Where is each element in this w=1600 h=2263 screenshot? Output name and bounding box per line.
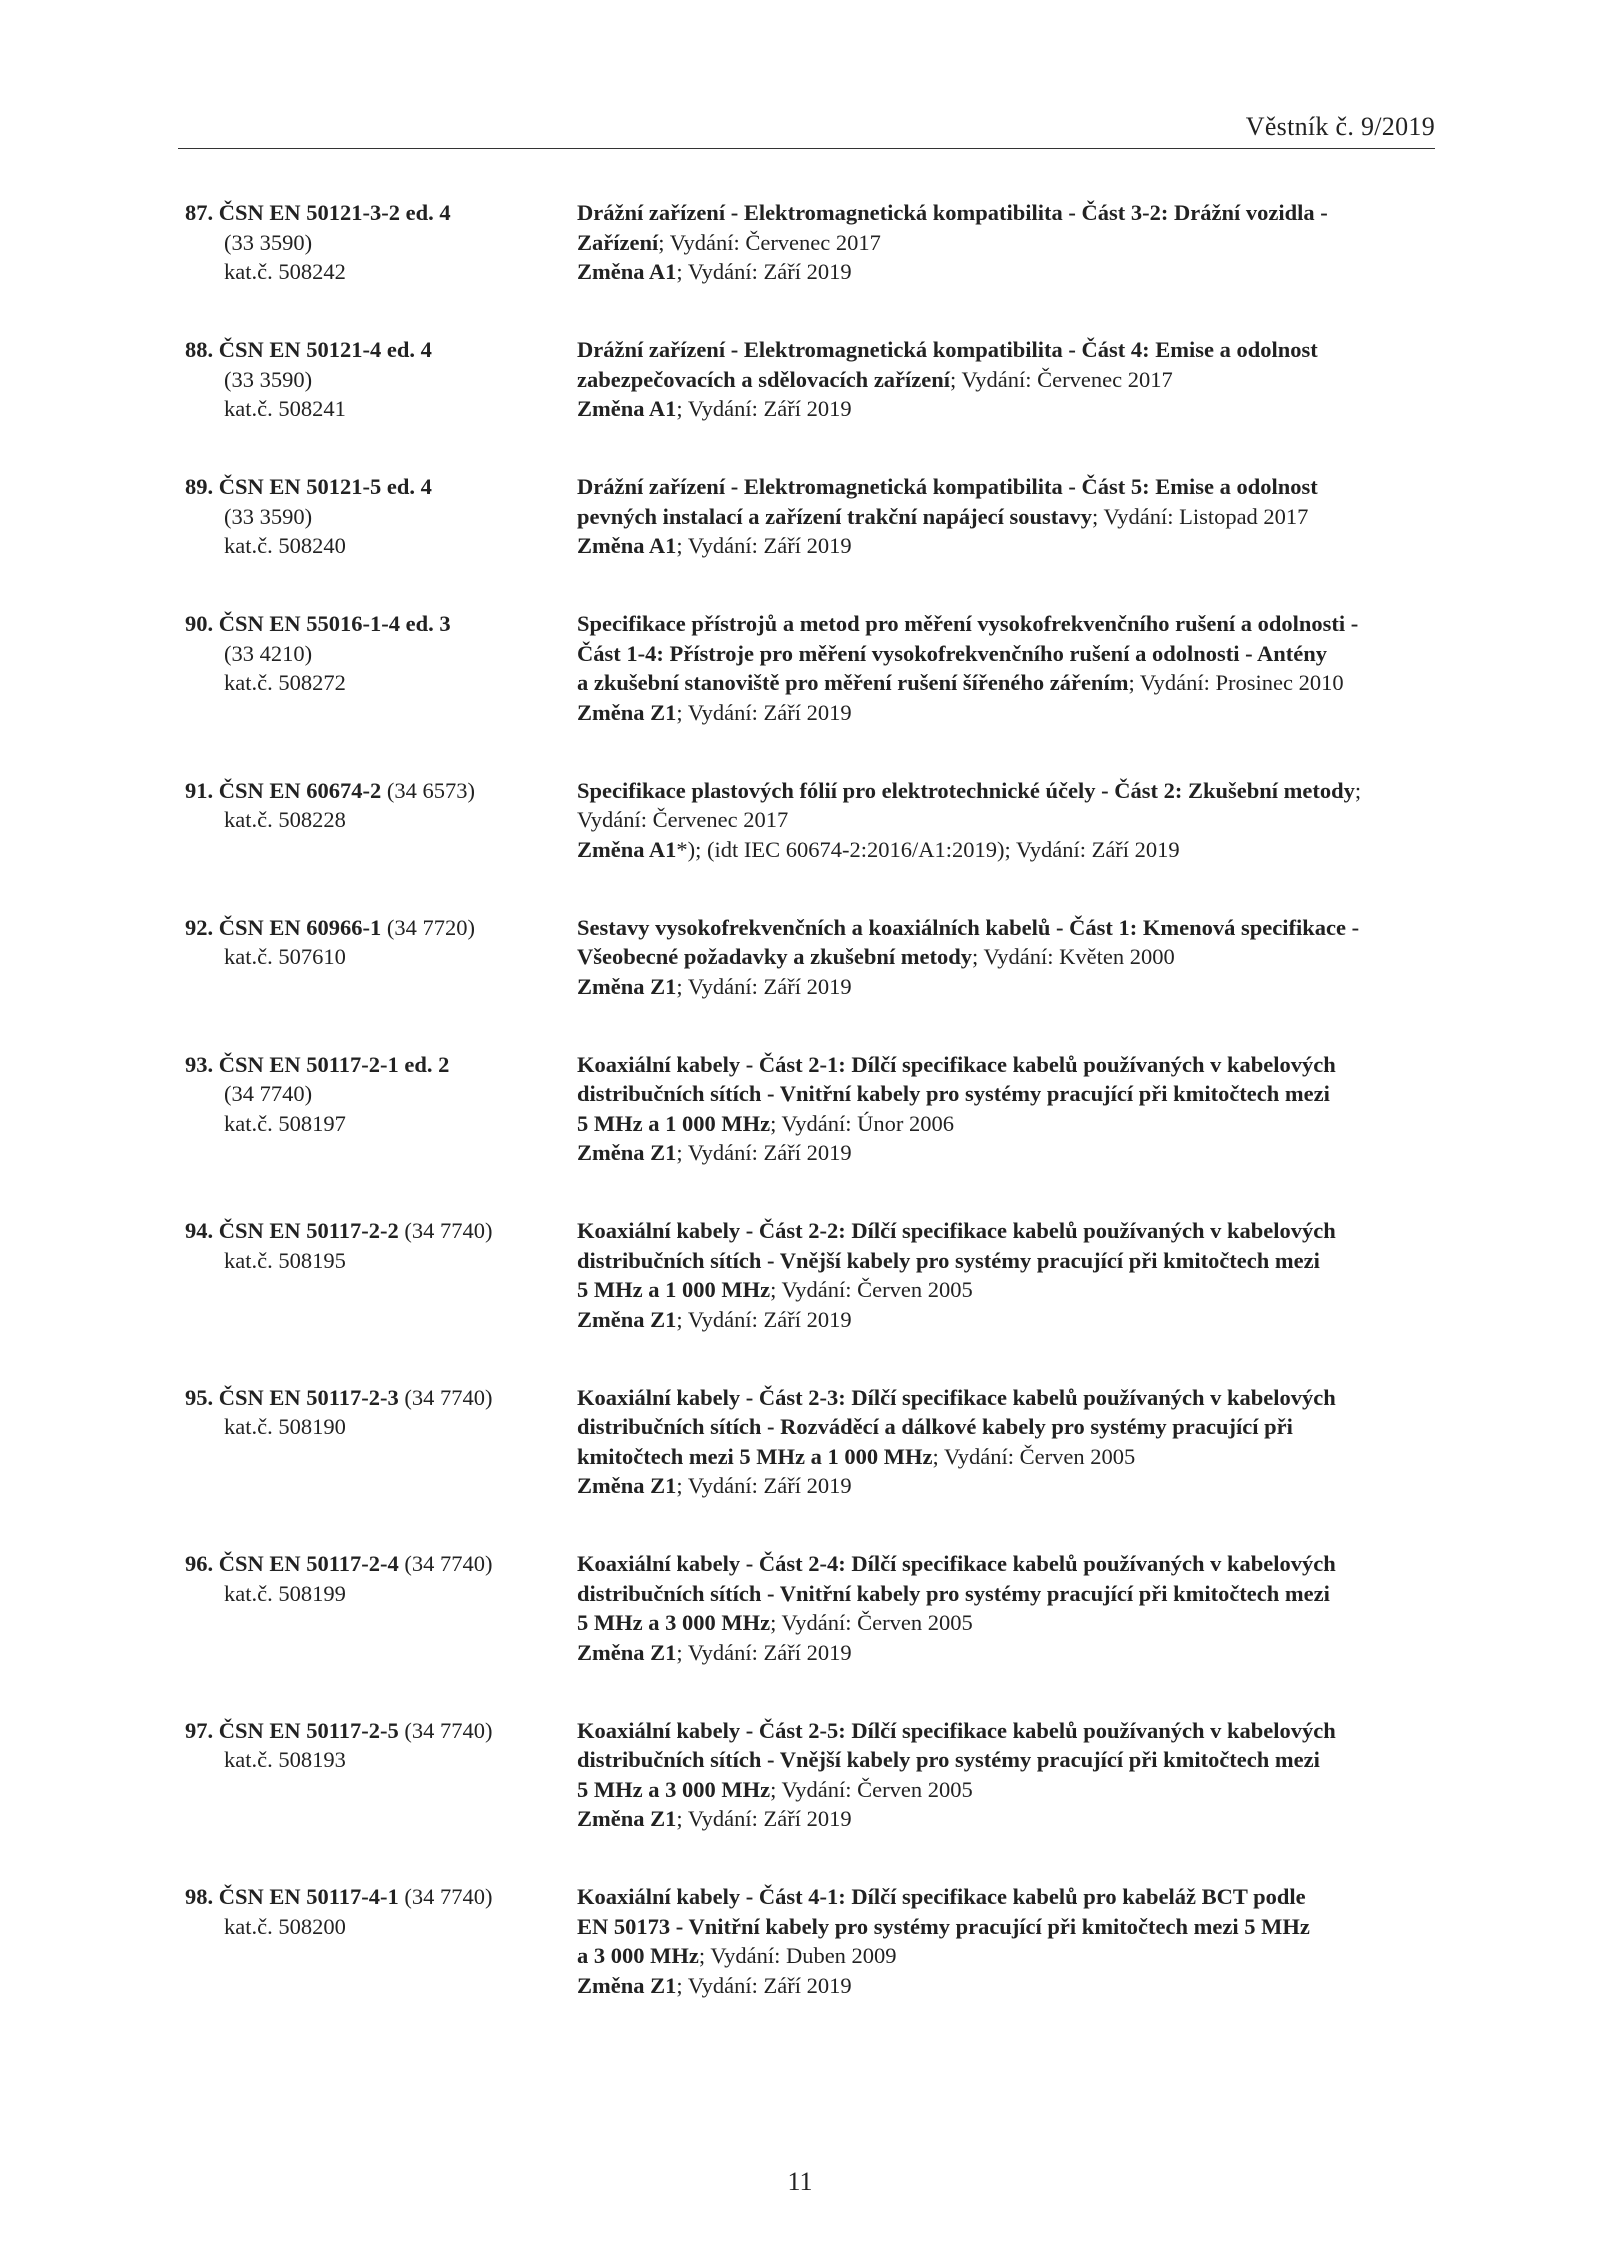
entry-number: 93. xyxy=(185,1051,214,1077)
standard-entry xyxy=(185,776,1435,865)
bold-text: Všeobecné požadavky a zkušební metody xyxy=(577,944,973,969)
classification-code: (33 3590) xyxy=(224,366,313,392)
standard-description xyxy=(577,1050,1435,1168)
catalog-number: kat.č. 508190 xyxy=(224,1414,346,1439)
standard-code: ČSN EN 50117-2-1 ed. 2 xyxy=(218,1051,450,1077)
bold-text: kmitočtech mezi 5 MHz a 1 000 MHz xyxy=(577,1443,933,1469)
bold-text: a 3 000 MHz xyxy=(577,1943,699,1968)
standard-identifier xyxy=(185,198,577,287)
regular-text: ; Vydání: Září 2019 xyxy=(676,396,852,421)
description-line xyxy=(577,1109,1435,1139)
entry-number: 92. xyxy=(185,914,214,940)
description-line xyxy=(577,1775,1435,1805)
entry-number: 91. xyxy=(185,777,214,803)
entry-number: 90. xyxy=(185,611,214,636)
regular-text: ; Vydání: Červenec 2017 xyxy=(950,366,1173,392)
bold-text: distribučních sítích - Vnější kabely pro systémy pracující při kmitočtech mezi xyxy=(577,1247,1320,1273)
bold-text: 5 MHz a 1 000 MHz xyxy=(577,1277,771,1302)
description-line xyxy=(577,1246,1435,1276)
standard-identifier xyxy=(185,1050,577,1168)
description-line xyxy=(577,1579,1435,1609)
catalog-number: kat.č. 508193 xyxy=(224,1747,346,1772)
regular-text: ; Vydání: Září 2019 xyxy=(676,973,852,999)
standard-code: ČSN EN 50121-5 ed. 4 xyxy=(218,474,432,499)
bold-text: 5 MHz a 3 000 MHz xyxy=(577,1776,771,1802)
description-line xyxy=(577,776,1435,806)
description-line xyxy=(577,1971,1435,2001)
description-line xyxy=(577,1050,1435,1080)
regular-text: Vydání: Červenec 2017 xyxy=(577,807,789,832)
description-line xyxy=(577,335,1435,365)
standard-entry xyxy=(185,1716,1435,1834)
standard-code: ČSN EN 50117-2-3 xyxy=(218,1384,399,1410)
description-line xyxy=(577,472,1435,502)
standard-identifier xyxy=(185,1549,577,1667)
description-line xyxy=(577,198,1435,228)
bold-text: Zařízení xyxy=(577,229,659,255)
standard-description xyxy=(577,1716,1435,1834)
description-line xyxy=(577,502,1435,532)
standard-entry xyxy=(185,1383,1435,1501)
standard-identifier xyxy=(185,472,577,561)
regular-text: ; xyxy=(1354,777,1362,803)
description-line xyxy=(577,1079,1435,1109)
standard-description xyxy=(577,1383,1435,1501)
description-line xyxy=(577,257,1435,287)
standard-description xyxy=(577,913,1435,1002)
standard-identifier xyxy=(185,1882,577,2000)
description-line xyxy=(577,1912,1435,1942)
bold-text: Změna A1 xyxy=(577,533,677,558)
description-line xyxy=(577,1275,1435,1305)
classification-code: (33 4210) xyxy=(224,640,313,666)
description-line xyxy=(577,1442,1435,1472)
regular-text: ; Vydání: Září 2019 xyxy=(676,533,852,558)
description-line xyxy=(577,1745,1435,1775)
standards-list xyxy=(185,198,1435,2049)
page-header xyxy=(178,108,1435,149)
bold-text: Specifikace plastových fólií pro elektrotechnické účely - Část 2: Zkušební metody xyxy=(577,777,1355,803)
standard-description xyxy=(577,609,1435,727)
standard-identifier xyxy=(185,776,577,865)
bold-text: 5 MHz a 3 000 MHz xyxy=(577,1610,771,1635)
description-line xyxy=(577,698,1435,728)
standard-code-line xyxy=(185,198,577,228)
bulletin-title: Věstník č. 9/2019 xyxy=(1245,112,1435,141)
catalog-number: kat.č. 508199 xyxy=(224,1580,346,1606)
entry-number: 94. xyxy=(185,1218,214,1243)
bold-text: Změna Z1 xyxy=(577,1972,677,1998)
bold-text: distribučních sítích - Vnitřní kabely pro systémy pracující při kmitočtech mezi xyxy=(577,1081,1330,1106)
description-line xyxy=(577,1216,1435,1246)
standard-code: ČSN EN 50117-2-5 xyxy=(218,1717,399,1743)
standard-entry xyxy=(185,609,1435,727)
bold-text: Změna Z1 xyxy=(577,1639,677,1665)
standard-code-line xyxy=(185,1549,577,1579)
description-line xyxy=(577,972,1435,1002)
classification-code: (34 7740) xyxy=(224,1081,313,1106)
standard-entry xyxy=(185,1549,1435,1667)
standard-code: ČSN EN 50117-4-1 xyxy=(218,1884,399,1909)
standard-code: ČSN EN 60674-2 xyxy=(218,777,382,803)
catalog-number: kat.č. 508240 xyxy=(224,533,346,558)
regular-text: ; Vydání: Únor 2006 xyxy=(770,1110,955,1136)
entry-number: 88. xyxy=(185,337,214,362)
standard-description xyxy=(577,1882,1435,2000)
standard-code-line xyxy=(185,1716,577,1746)
bold-text: Specifikace přístrojů a metod pro měření vysokofrekvenčního rušení a odolnosti - xyxy=(577,611,1359,636)
bold-text: Koaxiální kabely - Část 4-1: Dílčí specifikace kabelů pro kabeláž BCT podle xyxy=(577,1884,1306,1909)
standard-entry xyxy=(185,1216,1435,1334)
standard-code: ČSN EN 50117-2-4 xyxy=(218,1551,399,1576)
catalog-number: kat.č. 508242 xyxy=(224,259,346,284)
regular-text: ; Vydání: Září 2019 xyxy=(676,1306,852,1332)
regular-text: ; Vydání: Červen 2005 xyxy=(770,1610,973,1635)
description-line xyxy=(577,1412,1435,1442)
description-line xyxy=(577,1383,1435,1413)
regular-text: ; Vydání: Září 2019 xyxy=(676,1473,852,1498)
standard-description xyxy=(577,776,1435,865)
description-line xyxy=(577,1941,1435,1971)
classification-code: (33 3590) xyxy=(224,229,313,255)
standard-entry xyxy=(185,913,1435,1002)
standard-code: ČSN EN 55016-1-4 ed. 3 xyxy=(218,611,451,636)
description-line xyxy=(577,805,1435,835)
bold-text: Koaxiální kabely - Část 2-2: Dílčí specifikace kabelů používaných v kabelových xyxy=(577,1218,1336,1243)
description-line xyxy=(577,1138,1435,1168)
standard-entry xyxy=(185,1050,1435,1168)
classification-code: (34 7740) xyxy=(404,1218,493,1243)
bold-text: Změna Z1 xyxy=(577,1140,677,1165)
bold-text: distribučních sítích - Rozváděcí a dálkové kabely pro systémy pracující při xyxy=(577,1414,1293,1439)
bold-text: Změna A1 xyxy=(577,836,677,862)
standard-code-line xyxy=(185,913,577,943)
description-line xyxy=(577,639,1435,669)
description-line xyxy=(577,1471,1435,1501)
description-line xyxy=(577,1608,1435,1638)
classification-code: (34 7740) xyxy=(404,1551,493,1576)
bold-text: Koaxiální kabely - Část 2-3: Dílčí specifikace kabelů používaných v kabelových xyxy=(577,1384,1336,1410)
description-line xyxy=(577,668,1435,698)
standard-identifier xyxy=(185,1716,577,1834)
standard-identifier xyxy=(185,1216,577,1334)
standard-identifier xyxy=(185,609,577,727)
description-line xyxy=(577,942,1435,972)
standard-code-line xyxy=(185,472,577,502)
bold-text: Změna Z1 xyxy=(577,973,677,999)
entry-number: 96. xyxy=(185,1551,214,1576)
standard-code: ČSN EN 50117-2-2 xyxy=(218,1218,399,1243)
bold-text: a zkušební stanoviště pro měření rušení šířeného zářením xyxy=(577,670,1129,695)
catalog-number: kat.č. 508197 xyxy=(224,1110,346,1136)
regular-text: ; Vydání: Září 2019 xyxy=(676,699,852,725)
standard-entry xyxy=(185,472,1435,561)
bold-text: distribučních sítích - Vnější kabely pro systémy pracující při kmitočtech mezi xyxy=(577,1747,1320,1772)
bold-text: Drážní zařízení - Elektromagnetická kompatibilita - Část 4: Emise a odolnost xyxy=(577,337,1318,362)
bold-text: Změna Z1 xyxy=(577,1306,677,1332)
description-line xyxy=(577,1638,1435,1668)
bold-text: Změna Z1 xyxy=(577,1473,677,1498)
classification-code: (34 7740) xyxy=(404,1717,493,1743)
classification-code: (34 6573) xyxy=(386,777,476,803)
classification-code: (33 3590) xyxy=(224,503,313,529)
standard-code: ČSN EN 50121-3-2 ed. 4 xyxy=(218,200,451,225)
bold-text: Část 1-4: Přístroje pro měření vysokofrekvenčního rušení a odolnosti - Antény xyxy=(577,640,1327,666)
entry-number: 98. xyxy=(185,1884,214,1909)
classification-code: (34 7720) xyxy=(386,914,476,940)
regular-text: ; Vydání: Duben 2009 xyxy=(698,1943,897,1968)
bold-text: Změna A1 xyxy=(577,259,677,284)
standard-code-line xyxy=(185,1882,577,1912)
description-line xyxy=(577,913,1435,943)
bold-text: Drážní zařízení - Elektromagnetická kompatibilita - Část 3-2: Drážní vozidla - xyxy=(577,200,1328,225)
bold-text: Změna A1 xyxy=(577,396,677,421)
standard-entry xyxy=(185,198,1435,287)
entry-number: 95. xyxy=(185,1384,214,1410)
page-number: 11 xyxy=(787,2167,813,2196)
entry-number: 89. xyxy=(185,474,214,499)
regular-text: ; Vydání: Prosinec 2010 xyxy=(1128,670,1344,695)
bold-text: Sestavy vysokofrekvenčních a koaxiálních kabelů - Část 1: Kmenová specifikace - xyxy=(577,914,1360,940)
standard-description xyxy=(577,1549,1435,1667)
standard-identifier xyxy=(185,335,577,424)
classification-code: (34 7740) xyxy=(404,1884,493,1909)
regular-text: ; Vydání: Září 2019 xyxy=(676,259,852,284)
description-line xyxy=(577,365,1435,395)
catalog-number: kat.č. 508241 xyxy=(224,396,346,421)
description-line xyxy=(577,531,1435,561)
bold-text: Koaxiální kabely - Část 2-5: Dílčí specifikace kabelů používaných v kabelových xyxy=(577,1717,1336,1743)
description-line xyxy=(577,1305,1435,1335)
bold-text: Koaxiální kabely - Část 2-1: Dílčí specifikace kabelů používaných v kabelových xyxy=(577,1051,1336,1077)
bold-text: EN 50173 - Vnitřní kabely pro systémy pracující při kmitočtech mezi 5 MHz xyxy=(577,1913,1310,1939)
standard-entry xyxy=(185,335,1435,424)
regular-text: ; Vydání: Červen 2005 xyxy=(770,1776,973,1802)
regular-text: ; Vydání: Září 2019 xyxy=(676,1972,852,1998)
description-line xyxy=(577,835,1435,865)
standard-description xyxy=(577,472,1435,561)
bold-text: Změna Z1 xyxy=(577,1806,677,1831)
regular-text: ; Vydání: Září 2019 xyxy=(676,1140,852,1165)
standard-identifier xyxy=(185,913,577,1002)
entry-number: 97. xyxy=(185,1717,214,1743)
standard-code-line xyxy=(185,609,577,639)
regular-text: *); (idt IEC 60674-2:2016/A1:2019); Vydání: Září 2019 xyxy=(676,836,1180,862)
standard-code-line xyxy=(185,776,577,806)
standard-entry xyxy=(185,1882,1435,2000)
regular-text: ; Vydání: Září 2019 xyxy=(676,1806,852,1831)
bold-text: Změna Z1 xyxy=(577,699,677,725)
classification-code: (34 7740) xyxy=(404,1384,493,1410)
description-line xyxy=(577,394,1435,424)
description-line xyxy=(577,1716,1435,1746)
description-line xyxy=(577,1549,1435,1579)
bold-text: pevných instalací a zařízení trakční napájecí soustavy xyxy=(577,503,1092,529)
standard-description xyxy=(577,335,1435,424)
regular-text: ; Vydání: Listopad 2017 xyxy=(1091,503,1309,529)
standard-code-line xyxy=(185,335,577,365)
standard-description xyxy=(577,198,1435,287)
standard-code-line xyxy=(185,1383,577,1413)
standard-description xyxy=(577,1216,1435,1334)
catalog-number: kat.č. 508195 xyxy=(224,1247,346,1273)
bold-text: Koaxiální kabely - Část 2-4: Dílčí specifikace kabelů používaných v kabelových xyxy=(577,1551,1336,1576)
bold-text: 5 MHz a 1 000 MHz xyxy=(577,1110,771,1136)
description-line xyxy=(577,609,1435,639)
bold-text: Drážní zařízení - Elektromagnetická kompatibilita - Část 5: Emise a odolnost xyxy=(577,474,1318,499)
regular-text: ; Vydání: Červen 2005 xyxy=(932,1443,1136,1469)
regular-text: ; Vydání: Září 2019 xyxy=(676,1639,852,1665)
catalog-number: kat.č. 507610 xyxy=(224,944,346,969)
standard-code-line xyxy=(185,1050,577,1080)
description-line xyxy=(577,228,1435,258)
description-line xyxy=(577,1804,1435,1834)
standard-code: ČSN EN 50121-4 ed. 4 xyxy=(218,337,432,362)
catalog-number: kat.č. 508272 xyxy=(224,670,346,695)
description-line xyxy=(577,1882,1435,1912)
catalog-number: kat.č. 508200 xyxy=(224,1913,346,1939)
standard-identifier xyxy=(185,1383,577,1501)
standard-code-line xyxy=(185,1216,577,1246)
catalog-number: kat.č. 508228 xyxy=(224,807,346,832)
regular-text: ; Vydání: Květen 2000 xyxy=(972,944,1175,969)
regular-text: ; Vydání: Červen 2005 xyxy=(770,1277,973,1302)
entry-number: 87. xyxy=(185,200,214,225)
bold-text: distribučních sítích - Vnitřní kabely pro systémy pracující při kmitočtech mezi xyxy=(577,1580,1330,1606)
regular-text: ; Vydání: Červenec 2017 xyxy=(658,229,881,255)
bold-text: zabezpečovacích a sdělovacích zařízení xyxy=(577,366,951,392)
standard-code: ČSN EN 60966-1 xyxy=(218,914,382,940)
